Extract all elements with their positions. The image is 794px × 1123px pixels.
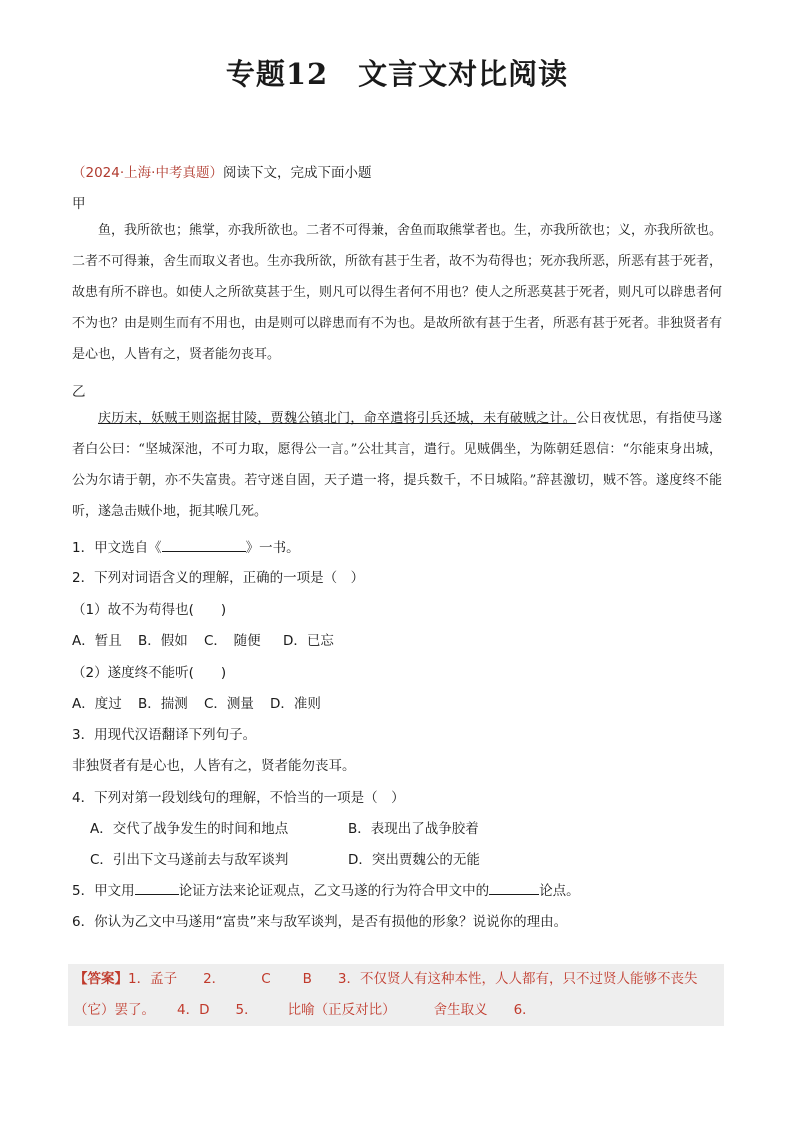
answer-5-2: 舍生取义 <box>433 1002 488 1018</box>
question-6: 6．你认为乙文中马遂用“富贵”来与敌军谈判，是否有损他的形象？说说你的理由。 <box>72 914 568 930</box>
source-instruction: 阅读下文，完成下面小题 <box>222 165 372 181</box>
option: B．假如 <box>138 633 188 649</box>
source-close: ） <box>209 165 223 181</box>
question-2-1: （1）故不为苟得也( ) <box>72 602 227 618</box>
answer-blank <box>135 880 179 895</box>
option: D．准则 <box>270 696 321 712</box>
question-2: 2．下列对词语含义的理解，正确的一项是（ ） <box>72 570 365 586</box>
question-3-sentence: 非独贤者有是心也，人皆有之，贤者能勿丧耳。 <box>72 758 356 774</box>
answer-6: 6． <box>513 1002 536 1018</box>
passage-b-text: 公日夜忧思，有指使马遂者白公曰：“坚城深池，不可力取，愿得公一言。”公壮其言，遣行。见贼偶坐，为陈朝廷恩信：“尔能束身出城，公为尔请于朝，亦不失富贵。若守迷自固，天子遣一将，提兵数千，不日城陷。”辞甚激切，贼不答。遂度终不能听，遂急击贼仆地，扼其喉几死。 <box>72 411 722 519</box>
title-topic-number: 专题12 <box>225 57 329 91</box>
source-line <box>72 161 371 181</box>
answer-box <box>68 964 724 1026</box>
passage-b-underlined: 庆历末，妖贼王则盗据甘陵，贾魏公镇北门，命卒遣将引兵还城，未有破贼之计。 <box>98 411 577 426</box>
option: C． 随便 <box>204 633 261 649</box>
passage-b <box>72 403 722 527</box>
passage-b-paragraph <box>72 403 722 527</box>
answer-line-2 <box>74 995 724 1026</box>
question-5 <box>72 879 580 899</box>
answer-2: 2． <box>203 971 226 987</box>
option: A．暂且 <box>72 633 122 649</box>
option: B．揣测 <box>138 696 188 712</box>
option: A．交代了战争发生的时间和地点 <box>90 821 289 837</box>
option: C．引出下文马遂前去与敌军谈判 <box>90 852 289 868</box>
option: B．表现出了战争胶着 <box>348 821 479 837</box>
question-5-part-b: 论证方法来论证观点，乙文马遂的行为符合甲文中的 <box>178 883 490 899</box>
answer-5: 5． <box>235 1002 258 1018</box>
answer-1: 1．孟子 <box>128 971 178 987</box>
answer-blank <box>162 537 246 552</box>
question-2-1-options <box>72 629 334 649</box>
passage-a <box>72 215 722 370</box>
question-5-part-c: 论点。 <box>539 883 580 899</box>
question-1-suffix: 》一书。 <box>245 540 300 556</box>
option: A．度过 <box>72 696 122 712</box>
source-tag: 2024·上海·中考真题 <box>85 165 210 181</box>
question-4: 4．下列对第一段划线句的理解，不恰当的一项是（ ） <box>72 790 405 806</box>
question-1-prefix: 1．甲文选自《 <box>72 540 162 556</box>
question-5-part-a: 5．甲文用 <box>72 883 135 899</box>
question-2-2: （2）遂度终不能听( ) <box>72 665 227 681</box>
answer-line-1 <box>74 964 724 995</box>
title-topic-name: 文言文对比阅读 <box>358 57 569 91</box>
answer-4: 4．D <box>177 1002 210 1018</box>
passage-a-text: 鱼，我所欲也；熊掌，亦我所欲也。二者不可得兼，舍鱼而取熊掌者也。生，亦我所欲也；义，亦我所欲也。二者不可得兼，舍生而取义者也。生亦我所欲，所欲有甚于生者，故不为苟得也；死亦我所恶，所恶有甚于死者，故患有所不辟也。如使人之所欲莫甚于生，则凡可以得生者何不用也？使人之所恶莫甚于死者，则凡可以辟患者何不为也？由是则生而有不用也，由是则可以辟患而有不为也。是故所欲有甚于生者，所恶有甚于死者。非独贤者有是心也，人皆有之，贤者能勿丧耳。 <box>72 223 723 362</box>
option: C．测量 <box>204 696 254 712</box>
page-title <box>0 52 794 93</box>
question-2-2-options <box>72 692 321 712</box>
answer-5-1: 比喻（正反对比） <box>287 1002 396 1018</box>
question-3: 3．用现代汉语翻译下列句子。 <box>72 727 257 743</box>
answer-2-1: C <box>261 971 271 987</box>
source-open: （ <box>72 165 86 181</box>
passage-b-label: 乙 <box>72 384 86 400</box>
option: D．突出贾魏公的无能 <box>348 852 480 868</box>
question-4-options-row-2 <box>90 848 480 868</box>
option: D．已忘 <box>283 633 334 649</box>
question-1 <box>72 536 300 556</box>
answer-blank <box>489 880 539 895</box>
answer-3: 3．不仅贤人有这种本性，人人都有，只不过贤人能够不丧失 <box>337 971 698 987</box>
passage-a-label: 甲 <box>72 196 86 212</box>
answer-tag: 【答案】 <box>74 971 128 987</box>
question-4-options-row-1 <box>90 817 479 837</box>
answer-3-cont: （它）罢了。 <box>74 1002 155 1018</box>
answer-2-2: B <box>302 971 312 987</box>
